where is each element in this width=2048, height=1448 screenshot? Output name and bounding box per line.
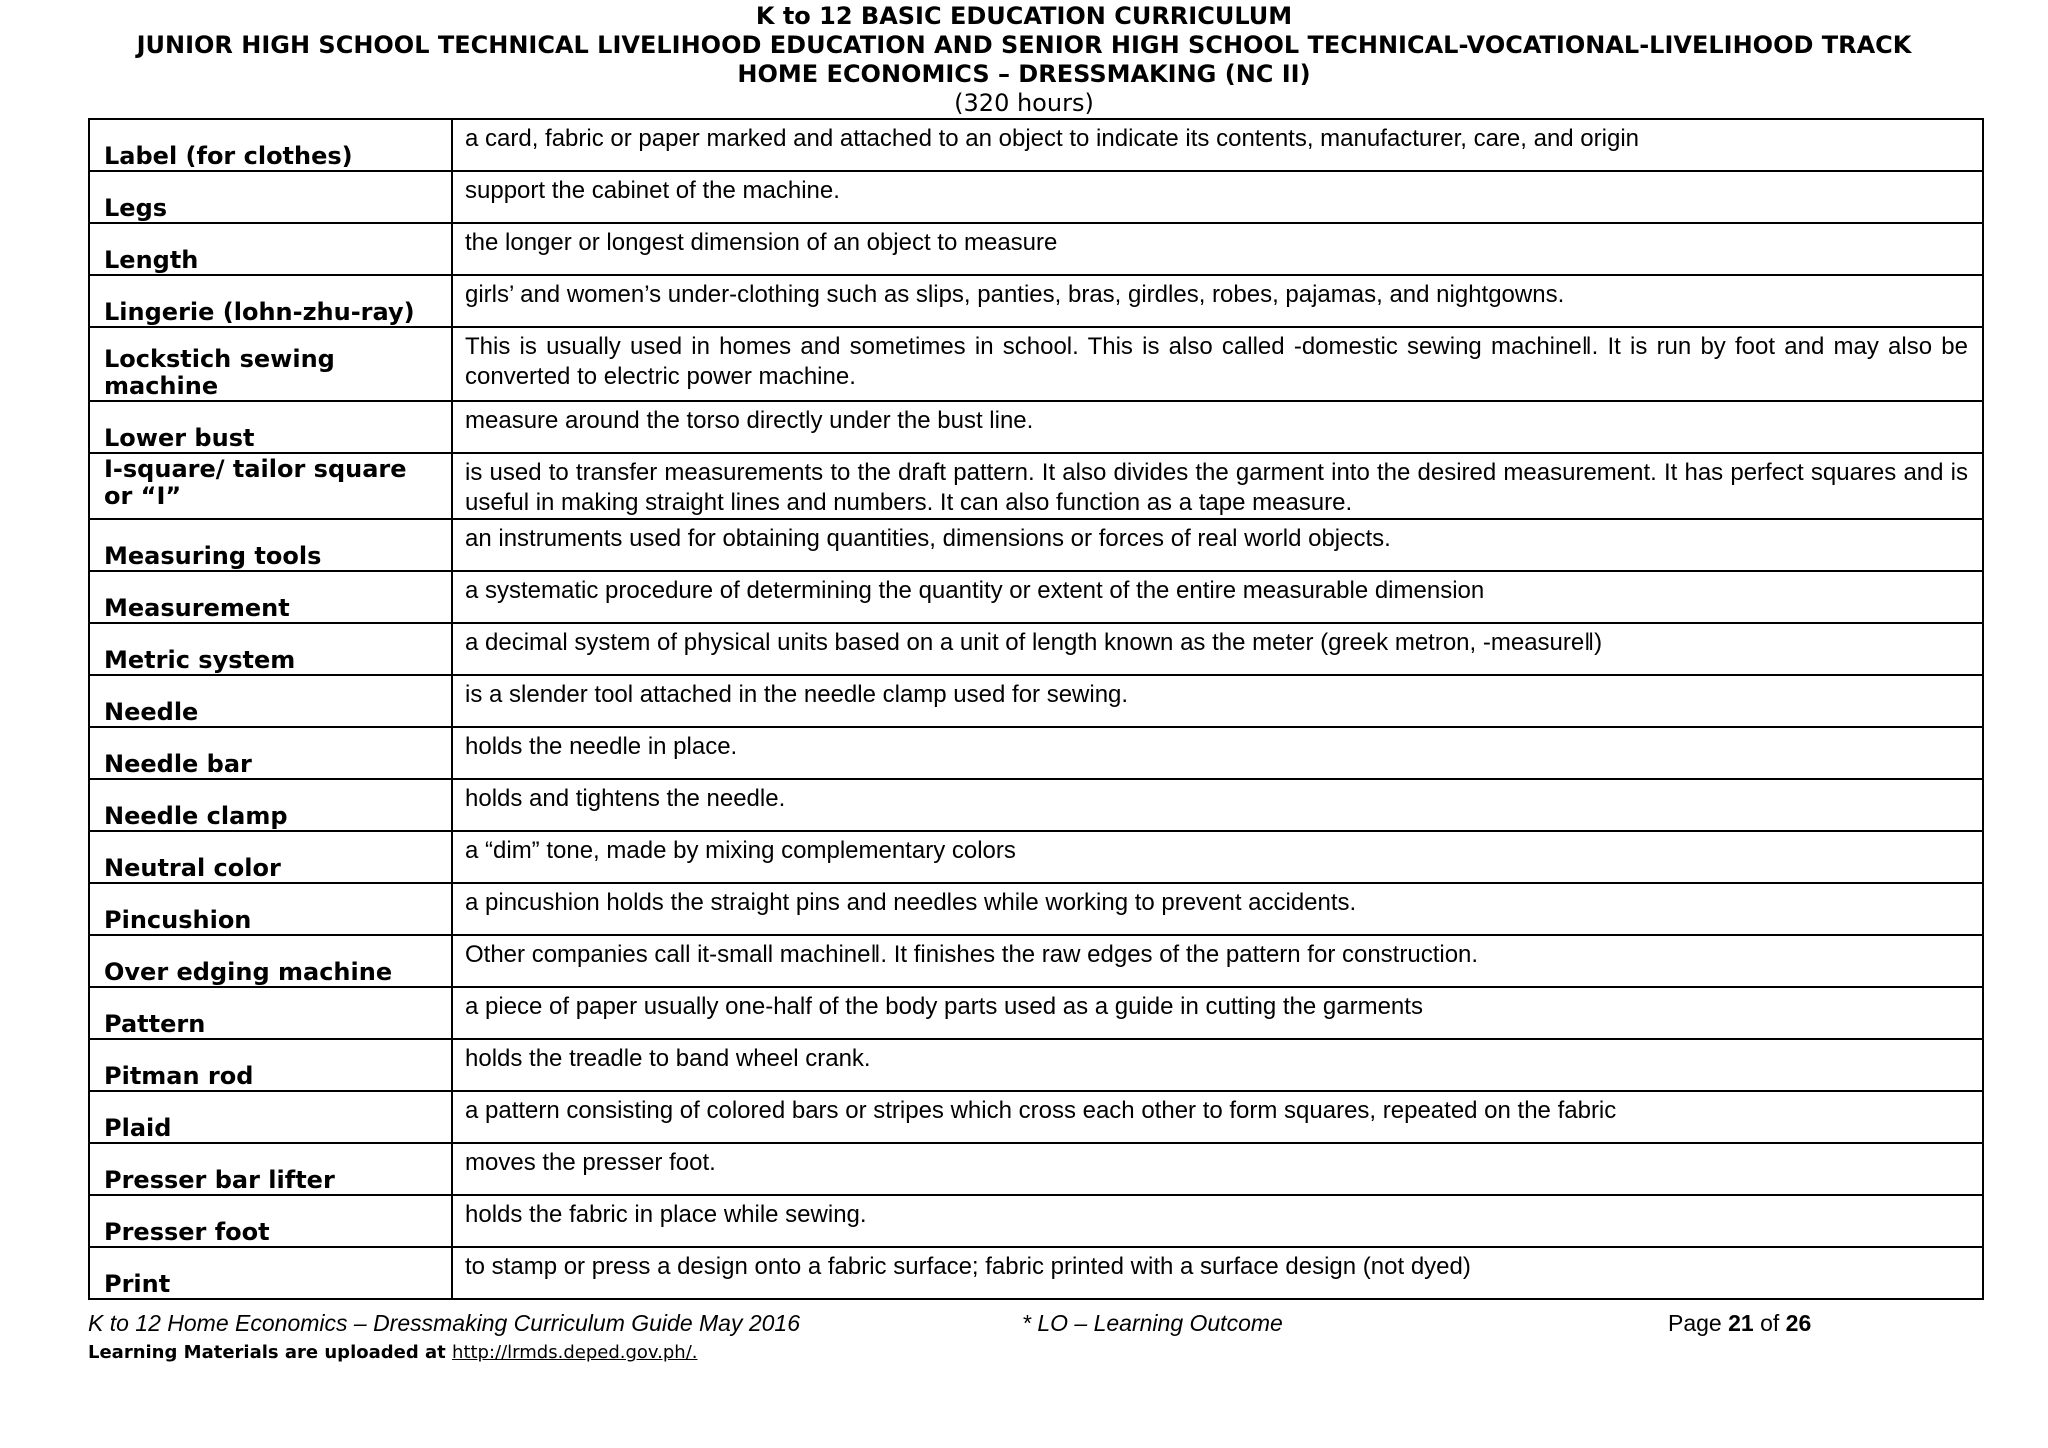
glossary-definition: support the cabinet of the machine. <box>452 171 1983 223</box>
glossary-definition: holds the fabric in place while sewing. <box>452 1195 1983 1247</box>
glossary-term: Needle bar <box>89 727 452 779</box>
glossary-body <box>89 119 1983 1299</box>
table-row <box>89 519 1983 571</box>
glossary-term: Neutral color <box>89 831 452 883</box>
glossary-term: I-square/ tailor square or “I” <box>89 453 452 519</box>
glossary-term: Label (for clothes) <box>89 119 452 171</box>
course-title: HOME ECONOMICS – DRESSMAKING (NC II) <box>737 60 1311 88</box>
table-row <box>89 171 1983 223</box>
page-number <box>1668 1310 1811 1337</box>
document-header <box>0 2 2048 117</box>
table-row <box>89 327 1983 401</box>
glossary-table <box>88 118 1984 1300</box>
table-row <box>89 831 1983 883</box>
table-row <box>89 935 1983 987</box>
glossary-definition: This is usually used in homes and sometimes in school. This is also called -domestic sewing machine‖. It is run by foot and may also be converted to electric power machine. <box>452 327 1983 401</box>
glossary-definition: a card, fabric or paper marked and attached to an object to indicate its contents, manufacturer, care, and origin <box>452 119 1983 171</box>
table-row <box>89 1195 1983 1247</box>
glossary-term: Measuring tools <box>89 519 452 571</box>
glossary-term: Pincushion <box>89 883 452 935</box>
materials-text: Learning Materials are uploaded at <box>88 1342 446 1363</box>
page-prefix: Page <box>1668 1310 1722 1336</box>
glossary-definition: holds the treadle to band wheel crank. <box>452 1039 1983 1091</box>
glossary-term: Presser bar lifter <box>89 1143 452 1195</box>
table-row <box>89 623 1983 675</box>
glossary-term: Legs <box>89 171 452 223</box>
glossary-term: Presser foot <box>89 1195 452 1247</box>
footer-guide-title: K to 12 Home Economics – Dressmaking Curriculum Guide May 2016 <box>88 1310 801 1336</box>
footer-legend: * LO – Learning Outcome <box>1022 1310 1283 1336</box>
glossary-term: Print <box>89 1247 452 1299</box>
table-row <box>89 1143 1983 1195</box>
glossary-term: Pattern <box>89 987 452 1039</box>
glossary-definition: is used to transfer measurements to the draft pattern. It also divides the garment into the desired measurement. It has perfect squares and is useful in making straight lines and numbers. It can also function as a tape measure. <box>452 453 1983 519</box>
page-current: 21 <box>1728 1310 1754 1336</box>
glossary-definition: a piece of paper usually one-half of the body parts used as a guide in cutting the garments <box>452 987 1983 1039</box>
table-row <box>89 1039 1983 1091</box>
glossary-definition: a pincushion holds the straight pins and needles while working to prevent accidents. <box>452 883 1983 935</box>
materials-link[interactable]: http://lrmds.deped.gov.ph/. <box>452 1342 698 1363</box>
glossary-term: Measurement <box>89 571 452 623</box>
glossary-term: Lower bust <box>89 401 452 453</box>
glossary-definition: Other companies call it-small machine‖. It finishes the raw edges of the pattern for construction. <box>452 935 1983 987</box>
table-row <box>89 727 1983 779</box>
glossary-term: Needle <box>89 675 452 727</box>
table-row <box>89 987 1983 1039</box>
glossary-definition: to stamp or press a design onto a fabric surface; fabric printed with a surface design (not dyed) <box>452 1247 1983 1299</box>
glossary-definition: a decimal system of physical units based on a unit of length known as the meter (greek metron, -measure‖) <box>452 623 1983 675</box>
glossary-term: Pitman rod <box>89 1039 452 1091</box>
course-hours: (320 hours) <box>954 89 1094 117</box>
page-of: of <box>1760 1310 1780 1336</box>
glossary-term: Plaid <box>89 1091 452 1143</box>
glossary-definition: a systematic procedure of determining the quantity or extent of the entire measurable dimension <box>452 571 1983 623</box>
table-row <box>89 779 1983 831</box>
glossary-definition: a pattern consisting of colored bars or stripes which cross each other to form squares, repeated on the fabric <box>452 1091 1983 1143</box>
footer-materials-note <box>88 1342 698 1363</box>
glossary-term: Lingerie (lohn-zhu-ray) <box>89 275 452 327</box>
glossary-definition: the longer or longest dimension of an object to measure <box>452 223 1983 275</box>
page-total: 26 <box>1785 1310 1812 1336</box>
table-row <box>89 883 1983 935</box>
program-title: JUNIOR HIGH SCHOOL TECHNICAL LIVELIHOOD EDUCATION AND SENIOR HIGH SCHOOL TECHNICAL-VOCATIONAL-LIVELIHOOD TRACK <box>136 31 1912 59</box>
table-row <box>89 223 1983 275</box>
glossary-term: Metric system <box>89 623 452 675</box>
table-row <box>89 401 1983 453</box>
table-row <box>89 571 1983 623</box>
glossary-definition: moves the presser foot. <box>452 1143 1983 1195</box>
table-row <box>89 1247 1983 1299</box>
glossary-definition: girls’ and women’s under-clothing such as slips, panties, bras, girdles, robes, pajamas, and nightgowns. <box>452 275 1983 327</box>
table-row <box>89 453 1983 519</box>
glossary-term: Length <box>89 223 452 275</box>
table-row <box>89 675 1983 727</box>
glossary-definition: measure around the torso directly under the bust line. <box>452 401 1983 453</box>
glossary-definition: an instruments used for obtaining quantities, dimensions or forces of real world objects. <box>452 519 1983 571</box>
table-row <box>89 119 1983 171</box>
table-row <box>89 1091 1983 1143</box>
glossary-term: Needle clamp <box>89 779 452 831</box>
glossary-term: Lockstich sewing machine <box>89 327 452 401</box>
glossary-definition: is a slender tool attached in the needle clamp used for sewing. <box>452 675 1983 727</box>
table-row <box>89 275 1983 327</box>
glossary-definition: holds and tightens the needle. <box>452 779 1983 831</box>
glossary-term: Over edging machine <box>89 935 452 987</box>
glossary-definition: a “dim” tone, made by mixing complementary colors <box>452 831 1983 883</box>
curriculum-title: K to 12 BASIC EDUCATION CURRICULUM <box>755 2 1293 30</box>
glossary-definition: holds the needle in place. <box>452 727 1983 779</box>
